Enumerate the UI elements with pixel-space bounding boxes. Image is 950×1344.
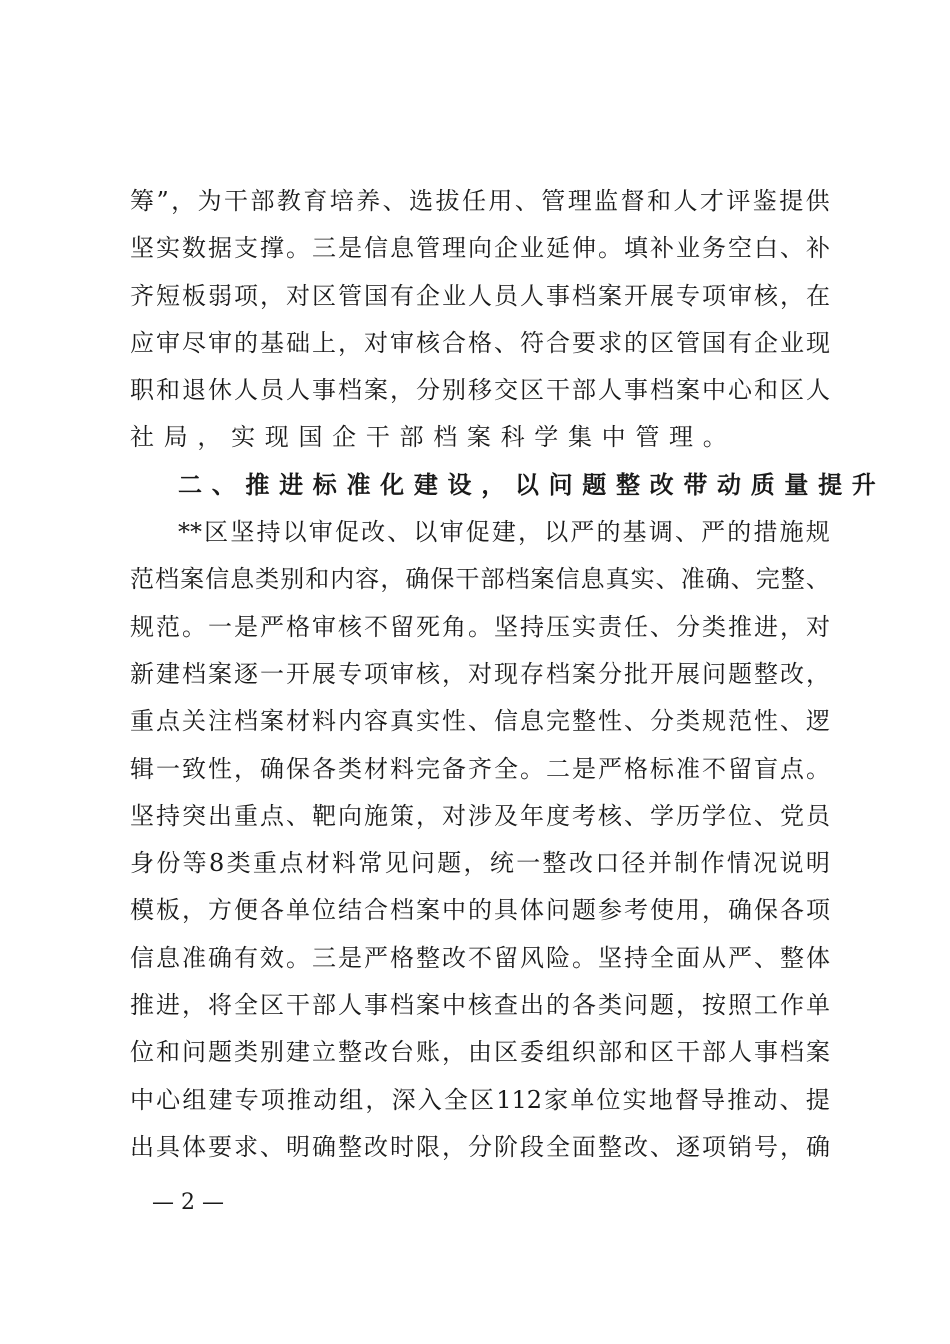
document-body [130, 178, 876, 1171]
text-line: 新 建 档 案 逐 一 开 展 专 项 审 核 ， 对 现 存 档 案 分 批 开 展 问 题 整 改 ， [130, 659, 830, 688]
text-line: 推 进 ， 将 全 区 干 部 人 事 档 案 中 核 查 出 的 各 类 问 题 ， 按 照 工 作 单 [130, 991, 830, 1020]
text-line: 重 点 关 注 档 案 材 料 内 容 真 实 性 、 信 息 完 整 性 、 分 类 规 范 性 、 逻 [130, 707, 830, 736]
text-line: 齐 短 板 弱 项 ， 对 区 管 国 有 企 业 人 员 人 事 档 案 开 展 专 项 审 核 ， 在 [130, 281, 830, 310]
text-line: 规 范 。 一 是 严 格 审 核 不 留 死 角 。 坚 持 压 实 责 任 、 分 类 推 进 ， 对 [130, 612, 830, 641]
page-number: — 2 — [152, 1190, 224, 1215]
text-line: 筹 ” ， 为 干 部 教 育 培 养 、 选 拔 任 用 、 管 理 监 督 和 人 才 评 鉴 提 供 [130, 187, 830, 215]
text-line: 模 板 ， 方 便 各 单 位 结 合 档 案 中 的 具 体 问 题 参 考 使 用 ， 确 保 各 项 [130, 896, 830, 925]
text-line: 信 息 准 确 有 效 。 三 是 严 格 整 改 不 留 风 险 。 坚 持 全 面 从 严 、 整 体 [130, 943, 830, 972]
text-line: 应 审 尽 审 的 基 础 上 ， 对 审 核 合 格 、 符 合 要 求 的 区 管 国 有 企 业 现 [130, 328, 830, 357]
text-line: 职 和 退 休 人 员 人 事 档 案 ， 分 别 移 交 区 干 部 人 事 档 案 中 心 和 区 人 [130, 376, 830, 405]
text-line: 辑 一 致 性 ， 确 保 各 类 材 料 完 备 齐 全 。 二 是 严 格 标 准 不 留 盲 点 。 [130, 754, 830, 783]
text-line: 中 心 组 建 专 项 推 动 组 ， 深 入 全 区 112 家 单 位 实 地 督 导 推 动 、 提 [130, 1085, 830, 1114]
text-line: 身 份 等 8 类 重 点 材 料 常 见 问 题 ， 统 一 整 改 口 径 并 制 作 情 况 说 明 [130, 849, 830, 878]
text-line: 位 和 问 题 类 别 建 立 整 改 台 账 ， 由 区 委 组 织 部 和 区 干 部 人 事 档 案 [130, 1038, 830, 1067]
text-line: 坚 实 数 据 支 撑 。 三 是 信 息 管 理 向 企 业 延 伸 。 填 补 业 务 空 白 、 补 [130, 234, 830, 263]
text-line: 社 局 ， 实 现 国 企 干 部 档 案 科 学 集 中 管 理 。 [130, 423, 727, 452]
text-line: 出 具 体 要 求 、 明 确 整 改 时 限 ， 分 阶 段 全 面 整 改 、 逐 项 销 号 ， 确 [130, 1132, 830, 1161]
text-line: 坚 持 突 出 重 点 、 靶 向 施 策 ， 对 涉 及 年 度 考 核 、 学 历 学 位 、 党 员 [130, 801, 830, 830]
text-line: ** 区 坚 持 以 审 促 改 、 以 审 促 建 ， 以 严 的 基 调 、 严 的 措 施 规 [178, 518, 830, 547]
text-line: 范 档 案 信 息 类 别 和 内 容 ， 确 保 干 部 档 案 信 息 真 实 、 准 确 、 完 整 、 [130, 565, 830, 594]
section-heading: 二 、 推 进 标 准 化 建 设 ， 以 问 题 整 改 带 动 质 量 提 升 [178, 470, 876, 499]
